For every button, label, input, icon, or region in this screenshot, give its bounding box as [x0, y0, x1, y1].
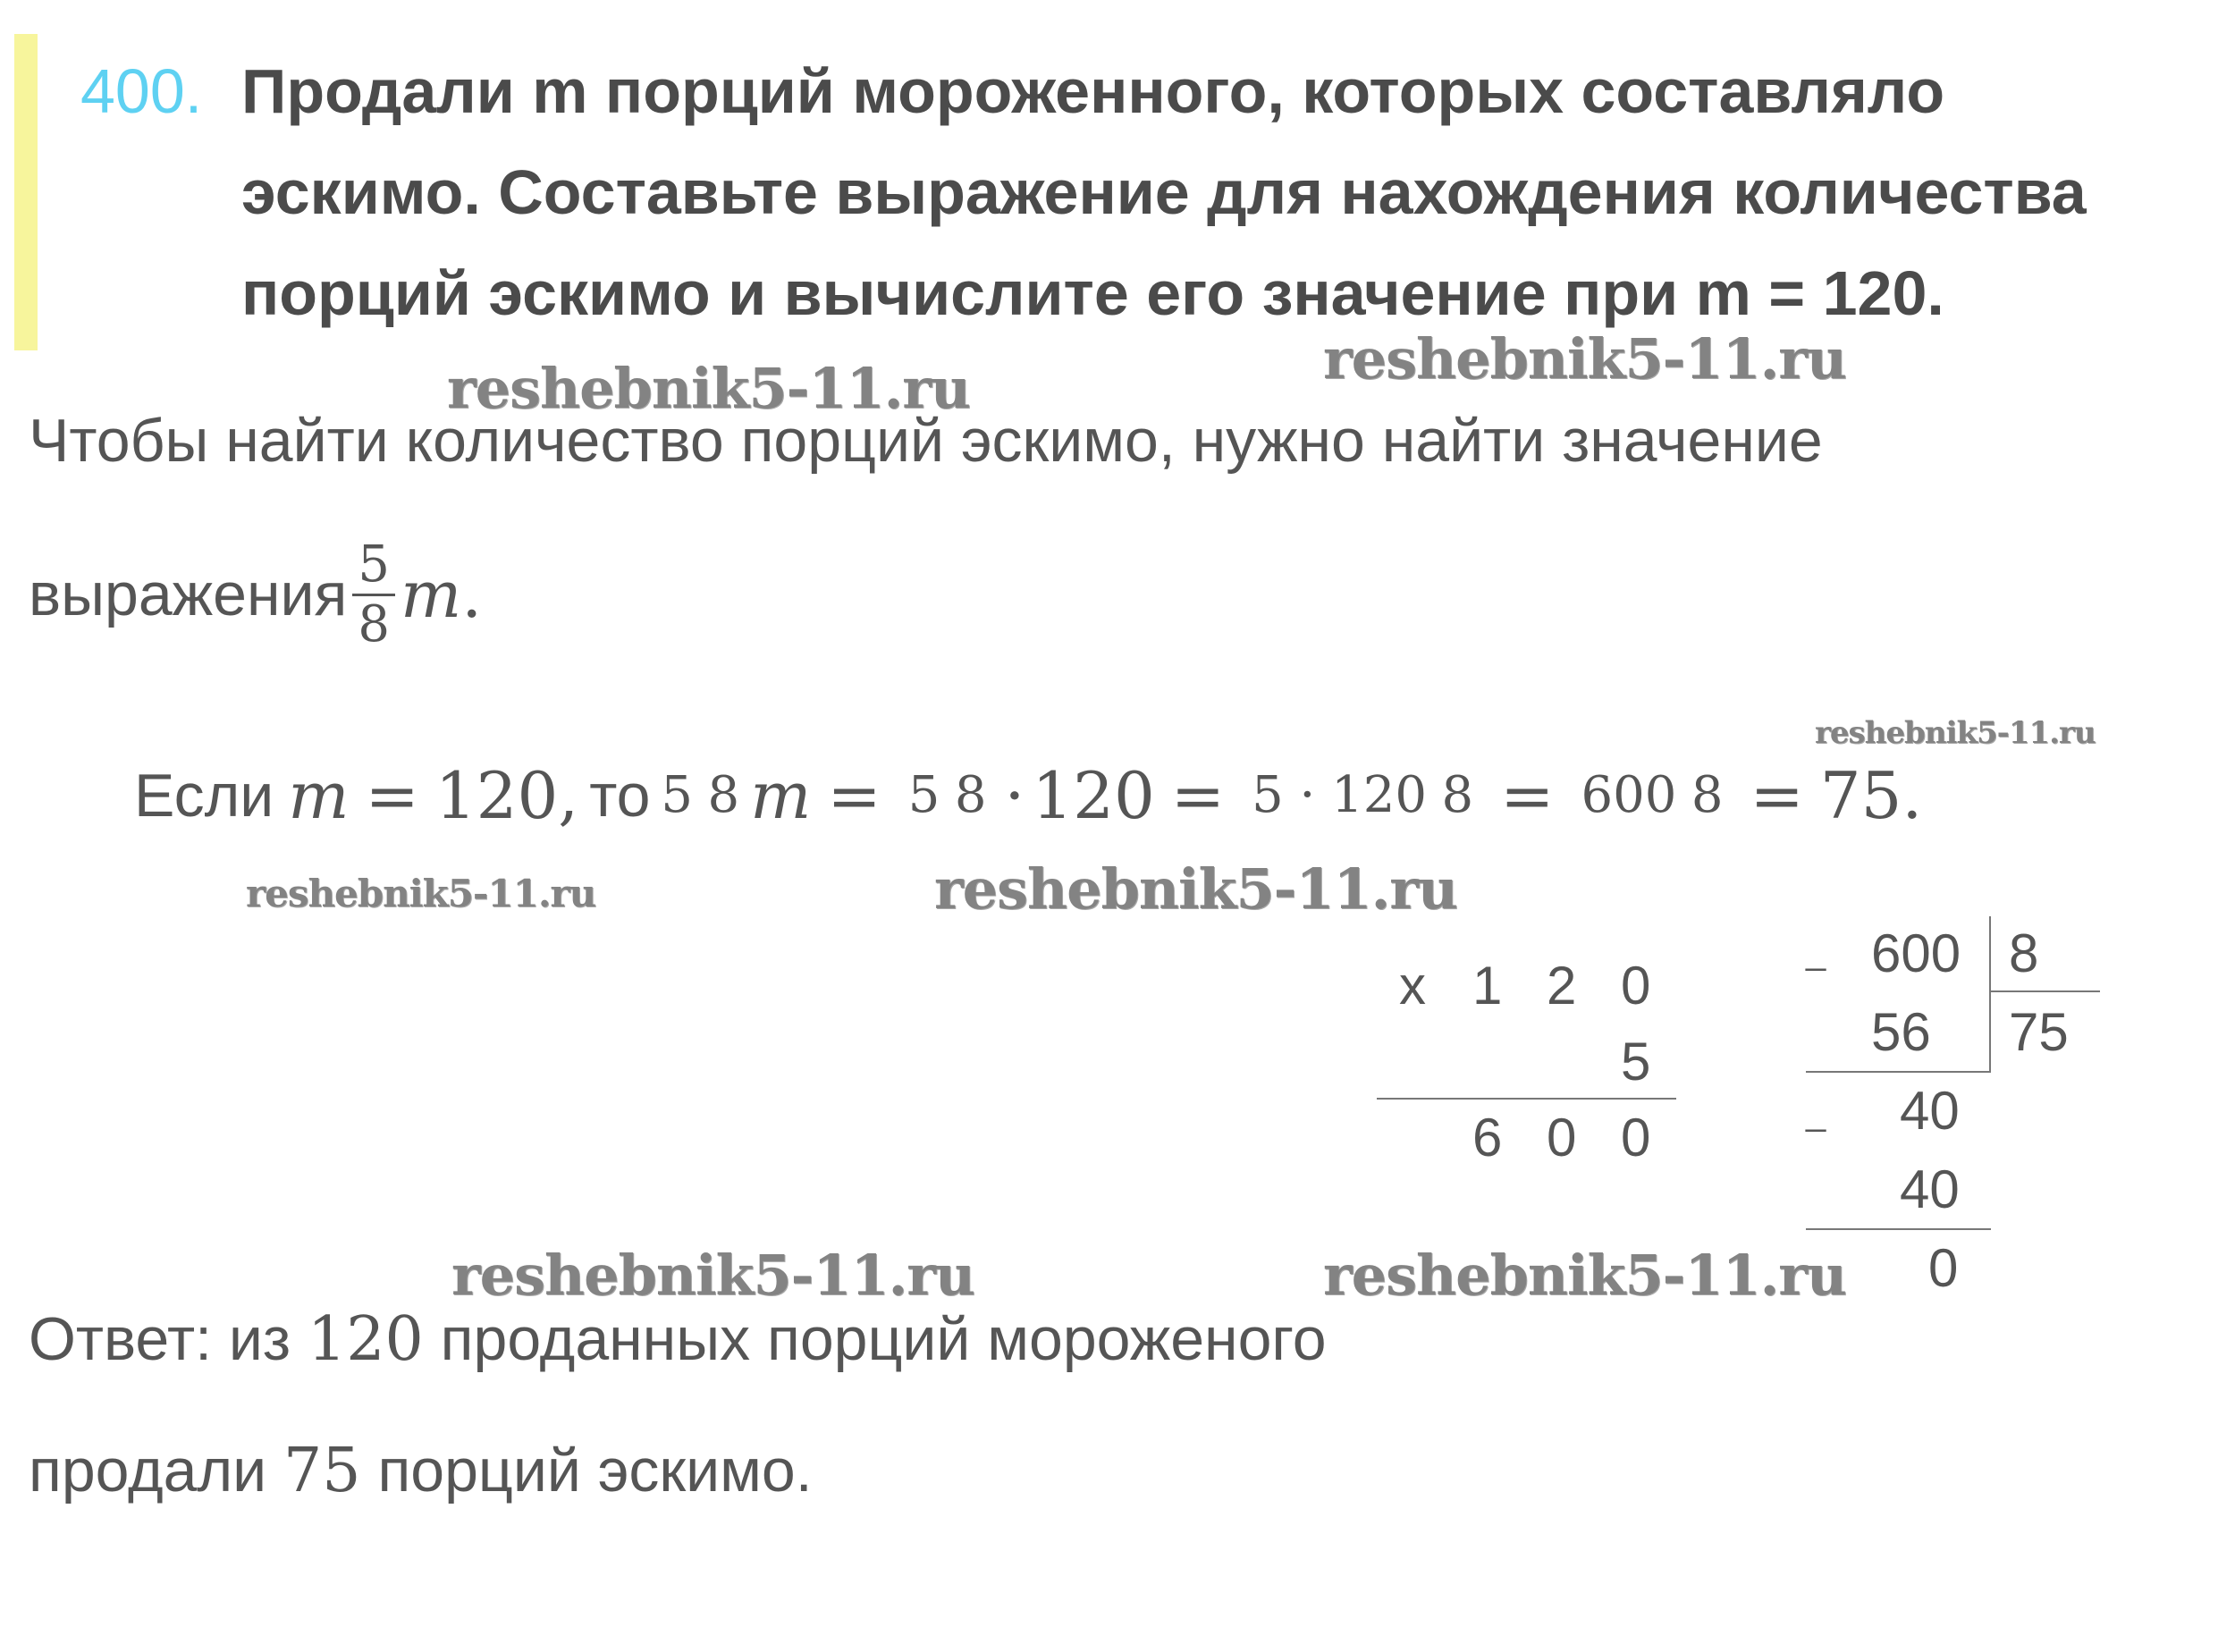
product-digit: 0: [1547, 1108, 1577, 1167]
solution-line-1: Чтобы найти количество порций эскимо, нужно найти значение: [29, 407, 1823, 475]
answer-line-1: [29, 1303, 1327, 1376]
multiply-dot: ·: [1004, 758, 1025, 833]
watermark: reshebnik5-11.ru: [1323, 326, 1846, 392]
fraction-1: [655, 767, 745, 824]
variable-m: m: [288, 758, 350, 833]
variable-m: m: [750, 758, 812, 833]
task-line-3: порций эскимо и вычислите его значение при m = 120.: [241, 258, 1944, 328]
fraction-3: [1246, 767, 1479, 824]
answer-number: 120: [307, 1304, 424, 1375]
divisor: 8: [2009, 923, 2039, 983]
multiplication-line: [1377, 1098, 1676, 1100]
multiplication-sign: x: [1399, 956, 1426, 1016]
watermark: reshebnik5-11.ru: [934, 856, 1457, 922]
m-value: 120,: [434, 758, 579, 833]
quotient: 75: [2009, 1002, 2069, 1062]
equals-sign: =: [1170, 758, 1226, 833]
fraction-denominator: 8: [358, 594, 390, 653]
equals-sign: =: [1500, 758, 1555, 833]
multiplication-digit: 0: [1621, 956, 1651, 1016]
multiplier-digit: 5: [1621, 1032, 1651, 1092]
watermark: reshebnik5-11.ru: [1815, 715, 2096, 751]
remainder-1: 40: [1900, 1081, 1960, 1141]
answer-line-2: [29, 1435, 813, 1507]
fraction-denominator: 8: [1691, 766, 1724, 824]
division-line-2: [1806, 1228, 1991, 1230]
task-line-2: эскимо. Составьте выражение для нахождения количества: [241, 157, 2087, 227]
fraction-2: [903, 767, 992, 824]
subtrahend-1: 56: [1871, 1002, 1931, 1062]
fraction-denominator: 8: [707, 766, 740, 824]
division-vertical-line: [1989, 916, 1991, 1073]
minus-sign: _: [1806, 932, 1826, 972]
fraction-denominator: 8: [1441, 766, 1474, 824]
multiplication-digit: 1: [1472, 956, 1503, 1016]
answer-text: порций эскимо.: [377, 1437, 813, 1504]
variable-m: m: [400, 557, 462, 632]
multiplication-digit: 2: [1547, 956, 1577, 1016]
multiply-value: 120: [1032, 758, 1155, 833]
task-number: 400.: [80, 56, 203, 126]
then-word: то: [589, 762, 651, 830]
if-word: Если: [134, 762, 274, 830]
yellow-highlight-bar: [14, 34, 38, 350]
equals-sign: =: [827, 758, 881, 833]
watermark: reshebnik5-11.ru: [451, 1243, 974, 1308]
solution-line-2-text: выражения: [29, 560, 348, 628]
answer-text: Ответ: из: [29, 1305, 291, 1373]
divisor-underline: [1991, 990, 2100, 992]
fraction-five-eighths: [352, 536, 395, 653]
fraction-numerator: 5 · 120: [1252, 766, 1428, 824]
fraction-numerator: 5: [907, 766, 940, 824]
division-line-1: [1806, 1071, 1991, 1073]
answer-text: проданных порций мороженого: [440, 1305, 1327, 1373]
dividend: 600: [1871, 923, 1961, 983]
answer-number: 75: [283, 1436, 361, 1506]
math-expression: [134, 733, 1922, 858]
watermark: reshebnik5-11.ru: [447, 356, 970, 421]
equals-sign: =: [365, 758, 419, 833]
fraction-numerator: 5: [358, 535, 390, 594]
minus-sign: _: [1806, 1093, 1826, 1133]
product-digit: 6: [1472, 1108, 1503, 1167]
product-digit: 0: [1621, 1108, 1651, 1167]
answer-text: продали: [29, 1437, 267, 1504]
watermark: reshebnik5-11.ru: [246, 872, 596, 915]
equals-sign: =: [1750, 758, 1804, 833]
task-line-1: Продали m порций мороженного, которых составляло: [241, 56, 1945, 126]
watermark: reshebnik5-11.ru: [1323, 1243, 1846, 1308]
subtrahend-2: 40: [1900, 1159, 1960, 1219]
fraction-denominator: 8: [954, 766, 987, 824]
final-remainder: 0: [1928, 1238, 1959, 1298]
fraction-4: [1575, 767, 1728, 824]
fraction-numerator: 600: [1581, 766, 1677, 824]
period: .: [461, 557, 483, 632]
result-value: 75.: [1819, 758, 1923, 833]
solution-line-2: [29, 523, 482, 666]
fraction-numerator: 5: [661, 766, 694, 824]
